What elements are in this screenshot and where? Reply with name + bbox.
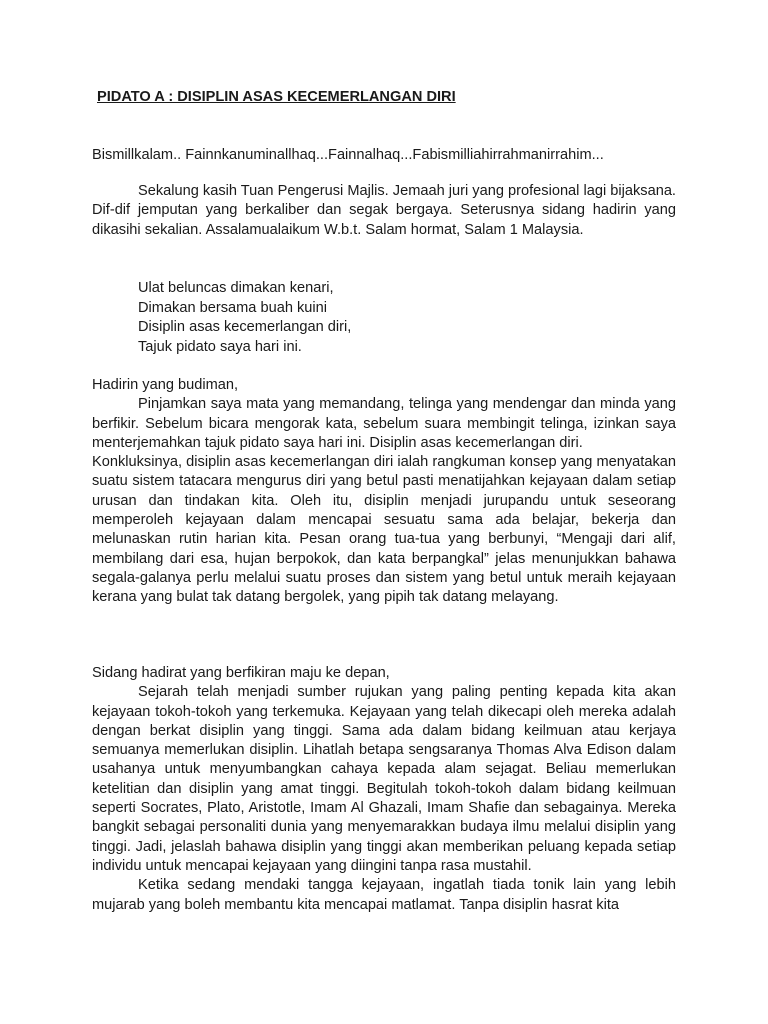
greeting: Sidang hadirat yang berfikiran maju ke depan, xyxy=(92,665,390,681)
section-two xyxy=(92,664,676,915)
paragraph: Pinjamkan saya mata yang memandang, telinga yang mendengar dan minda yang berfikir. Sebelum bicara mengorak kata, sebelum suara membingit telinga, izinkan saya menterjemahkan tajuk pidato saya hari ini. Disiplin asas kecemerlangan diri. xyxy=(92,396,676,451)
pantun xyxy=(138,279,351,357)
paragraph: Sejarah telah menjadi sumber rujukan yang paling penting kepada kita akan kejayaan tokoh-tokoh yang terkemuka. Kejayaan yang telah dikecapi oleh mereka adalah dengan berkat disiplin yang tinggi. Sama ada dalam bidang keilmuan atau kerjaya semuanya memerlukan disiplin. Lihatlah betapa sengsaranya Thomas Alva Edison dalam usahanya untuk menyumbangkan cahaya kepada alam sejagat. Beliau memerlukan ketelitian dan disiplin yang amat tinggi. Begitulah tokoh-tokoh dalam bidang keilmuan seperti Socrates, Plato, Aristotle, Imam Al Ghazali, Imam Shafie dan sebagainya. Mereka bangkit sebagai personaliti dunia yang menyemarakkan budaya ilmu melalui disiplin yang tinggi. Jadi, jelaslah bahawa disiplin yang tinggi akan memberikan peluang kepada setiap individu untuk mencapai kejayaan yang diingini tanpa rasa mustahil. xyxy=(92,684,676,874)
opening-line: Bismillkalam.. Fainnkanuminallhaq...Fainnalhaq...Fabismilliahirrahmanirrahim... xyxy=(92,147,604,163)
pantun-line: Ulat beluncas dimakan kenari, xyxy=(138,280,334,296)
pantun-line: Tajuk pidato saya hari ini. xyxy=(138,338,302,355)
document-title: PIDATO A : DISIPLIN ASAS KECEMERLANGAN DIRI xyxy=(97,89,456,105)
section-one xyxy=(92,376,676,608)
greeting: Hadirin yang budiman, xyxy=(92,377,239,393)
paragraph: Ketika sedang mendaki tangga kejayaan, ingatlah tiada tonik lain yang lebih mujarab yang boleh membantu kita mencapai matlamat. Tanpa disiplin hasrat kita xyxy=(92,877,676,913)
pantun-line: Dimakan bersama buah kuini xyxy=(138,299,328,316)
paragraph: Konkluksinya, disiplin asas kecemerlangan diri ialah rangkuman konsep yang menyatakan suatu sistem tatacara mengurus diri yang betul pasti menatijahkan kejayaan dalam setiap urusan dan tindakan kita. Oleh itu, disiplin menjadi jurupandu untuk seseorang memperoleh kejayaan dalam mencapai sesuatu sama ada belajar, bekerja dan melunaskan rutin harian kita. Pesan orang tua-tua yang berbunyi, “Mengaji dari alif, membilang dari esa, hujan berpokok, dan kata berpangkal” jelas menunjukkan bahawa segala-galanya perlu melalui suatu proses dan sistem yang betul untuk meraih kejayaan kerana yang bulat tak datang bergolek, yang pipih tak datang melayang. xyxy=(92,454,676,606)
intro-section xyxy=(92,182,676,240)
pantun-line: Disiplin asas kecemerlangan diri, xyxy=(138,319,352,335)
intro-paragraph: Sekalung kasih Tuan Pengerusi Majlis. Jemaah juri yang profesional lagi bijaksana. Dif-dif jemputan yang berkaliber dan segak bergaya. Seterusnya sidang hadirin yang dikasihi sekalian. Assalamualaikum W.b.t. Salam hormat, Salam 1 Malaysia. xyxy=(92,183,676,238)
